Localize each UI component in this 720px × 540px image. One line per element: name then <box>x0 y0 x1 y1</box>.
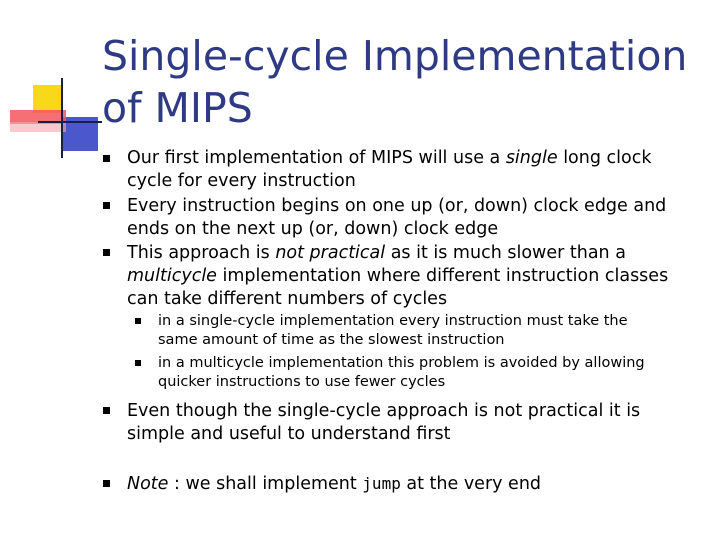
bullet-text-part: Our first implementation of MIPS will use a <box>127 148 506 168</box>
bullet-text-part: This approach is <box>127 243 276 263</box>
bullet-marker-1 <box>103 155 110 162</box>
bullet-text-part: at the very end <box>400 474 542 494</box>
bullet-text-part: Every instruction begins on one up (or, down) clock edge and ends on the next up (or, down) clock edge <box>127 196 667 239</box>
emphasis-text: Note <box>127 474 169 494</box>
emphasis-text: single <box>505 148 558 168</box>
sub-bullet-marker-2 <box>135 360 141 366</box>
bullet-text-part: implementation where different instruction classes can take different numbers of cycles <box>127 266 669 309</box>
sub-bullet-marker-1 <box>135 318 141 324</box>
slide-title: Single-cycle Implementation of MIPS <box>102 32 688 132</box>
emphasis-text: not practical <box>275 243 386 263</box>
bullet-text <box>127 242 687 311</box>
emphasis-text: multicycle <box>127 266 217 286</box>
bullet-marker-5 <box>103 480 110 487</box>
bullet-text-part: : we shall implement <box>168 474 363 494</box>
bullet-text-part: Even though the single-cycle approach is not practical it is simple and useful to understand first <box>127 401 641 444</box>
bullet-marker-2 <box>103 202 110 209</box>
code-text: jump <box>362 474 401 493</box>
bullet-text <box>127 195 687 241</box>
bullet-text <box>127 147 687 193</box>
bullet-text-part: as it is much slower than a <box>385 243 626 263</box>
bullet-text <box>127 400 687 446</box>
sub-bullet-text: in a multicycle implementation this problem is avoided by allowing quicker instructions to use fewer cycles <box>158 355 645 390</box>
sub-bullet-text: in a single-cycle implementation every instruction must take the same amount of time as the slowest instruction <box>158 313 628 348</box>
bullet-marker-4 <box>103 407 110 414</box>
bullet-marker-3 <box>103 249 110 256</box>
bullet-text-part: long clock cycle for every instruction <box>127 148 652 191</box>
bullet-text <box>127 472 687 496</box>
